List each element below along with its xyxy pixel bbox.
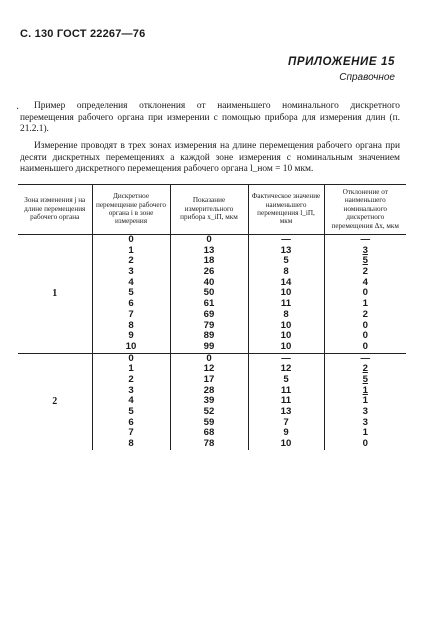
header-reading: Показание измерительного прибора x_iП, мкм	[170, 185, 248, 235]
i-value: 9	[128, 330, 134, 342]
i-value: 10	[125, 340, 137, 352]
i-value: 3	[128, 384, 134, 396]
x-value: 79	[203, 319, 215, 331]
x-value: 39	[203, 395, 215, 407]
header-actual-value: Фактическое значение наименьшего перемещения l_iП, мкм	[248, 185, 324, 235]
x-value: 68	[203, 427, 215, 439]
x-value: 17	[203, 373, 215, 385]
i-column-cell	[92, 353, 170, 450]
x-value: 0	[206, 352, 212, 364]
x-value: 28	[203, 384, 215, 396]
x-value: 50	[203, 287, 215, 299]
dx-value: 0	[362, 330, 368, 342]
i-value: 6	[128, 298, 134, 310]
table-row	[18, 353, 406, 450]
l-value: —	[281, 352, 291, 364]
header-displacement: Дискретное перемещение рабочего органа i в зоне измерения	[92, 185, 170, 235]
l-value: 13	[280, 406, 292, 418]
i-column-cell	[92, 235, 170, 354]
l-value: 10	[280, 340, 292, 352]
page-header: С. 130 ГОСТ 22267—76	[20, 28, 146, 40]
i-value: 8	[128, 319, 134, 331]
table-header-row	[18, 185, 406, 235]
x-column-cell	[170, 353, 248, 450]
l-value: 10	[280, 287, 292, 299]
dx-value: 3	[362, 244, 368, 256]
l-value: 10	[280, 330, 292, 342]
i-value: 1	[128, 363, 134, 375]
x-value: 52	[203, 406, 215, 418]
l-value: 9	[283, 427, 289, 439]
i-value: 6	[128, 416, 134, 428]
appendix-heading	[288, 56, 395, 83]
margin-dot-icon: ·	[16, 104, 20, 115]
l-value: 10	[280, 438, 292, 450]
dx-value: 0	[362, 340, 368, 352]
x-value: 69	[203, 308, 215, 320]
dx-value: 5	[362, 255, 368, 267]
table-row	[18, 235, 406, 354]
x-value: 89	[203, 330, 215, 342]
x-value: 59	[203, 416, 215, 428]
i-value: 7	[128, 308, 134, 320]
dx-column-cell	[324, 353, 406, 450]
dx-value: 2	[362, 308, 368, 320]
l-value: 5	[283, 255, 289, 267]
table-body	[18, 235, 406, 450]
dx-value: 1	[362, 298, 368, 310]
appendix-subtitle: Справочное	[339, 72, 395, 83]
l-column-cell	[248, 353, 324, 450]
i-value: 3	[128, 266, 134, 278]
x-value: 40	[203, 276, 215, 288]
i-value: 5	[128, 406, 134, 418]
l-value: 11	[280, 384, 292, 396]
intro-paragraph: Пример определения отклонения от наименьшего номинального дискретного перемещения рабочего органа при измерении с помощью прибора для измерения длин (п. 21.2.1).	[20, 101, 400, 134]
dx-value: —	[360, 234, 371, 246]
x-value: 78	[203, 438, 215, 450]
l-value: 8	[283, 308, 289, 320]
dx-value: 2	[362, 266, 368, 278]
i-value: 4	[128, 395, 134, 407]
dx-value: 1	[362, 395, 368, 407]
dx-value: —	[360, 352, 371, 364]
l-value: 14	[280, 276, 292, 288]
x-value: 99	[203, 340, 215, 352]
i-value: 7	[128, 427, 134, 439]
l-value: 11	[280, 395, 292, 407]
i-value: 4	[128, 276, 134, 288]
l-value: —	[281, 234, 291, 246]
x-value: 26	[203, 266, 215, 278]
dx-value: 4	[362, 276, 368, 288]
l-value: 10	[280, 319, 292, 331]
i-value: 5	[128, 287, 134, 299]
header-deviation: Отклонение от наименьшего номинального дискретного перемещения Δx, мкм	[324, 185, 406, 235]
dx-value: 0	[362, 287, 368, 299]
i-value: 2	[128, 255, 134, 267]
x-column-cell	[170, 235, 248, 354]
measurement-table	[18, 184, 406, 450]
l-value: 7	[283, 416, 289, 428]
dx-value: 3	[362, 416, 368, 428]
zone-cell: 2	[18, 353, 92, 450]
dx-value: 2	[362, 363, 368, 375]
dx-value: 5	[362, 373, 368, 385]
x-value: 18	[203, 255, 215, 267]
dx-value: 1	[362, 427, 368, 439]
l-value: 13	[280, 244, 292, 256]
l-value: 12	[280, 363, 292, 375]
l-value: 5	[283, 373, 289, 385]
l-value: 8	[283, 266, 289, 278]
dx-value: 0	[362, 438, 368, 450]
method-paragraph: Измерение проводят в трех зонах измерения на длине перемещения рабочего органа при десяти дискретных перемещениях а каждой зоне измерения с номинальным значением наименьшего дискретного перемещения рабочего органа l_ном = 10 мкм.	[20, 141, 400, 174]
l-value: 11	[280, 298, 292, 310]
appendix-title: ПРИЛОЖЕНИЕ 15	[288, 56, 395, 68]
i-value: 8	[128, 438, 134, 450]
header-zone: Зона изменения j на длине перемещения рабочего органа	[18, 185, 92, 235]
x-value: 61	[203, 298, 215, 310]
dx-column-cell	[324, 235, 406, 354]
dx-value: 0	[362, 319, 368, 331]
l-column-cell	[248, 235, 324, 354]
x-value: 0	[206, 234, 212, 246]
dx-value: 3	[362, 406, 368, 418]
dx-value: 1	[362, 384, 368, 396]
i-value: 2	[128, 373, 134, 385]
x-value: 13	[203, 244, 215, 256]
i-value: 0	[128, 352, 134, 364]
x-value: 12	[203, 363, 215, 375]
i-value: 0	[128, 234, 134, 246]
i-value: 1	[128, 244, 134, 256]
zone-cell: 1	[52, 288, 58, 300]
